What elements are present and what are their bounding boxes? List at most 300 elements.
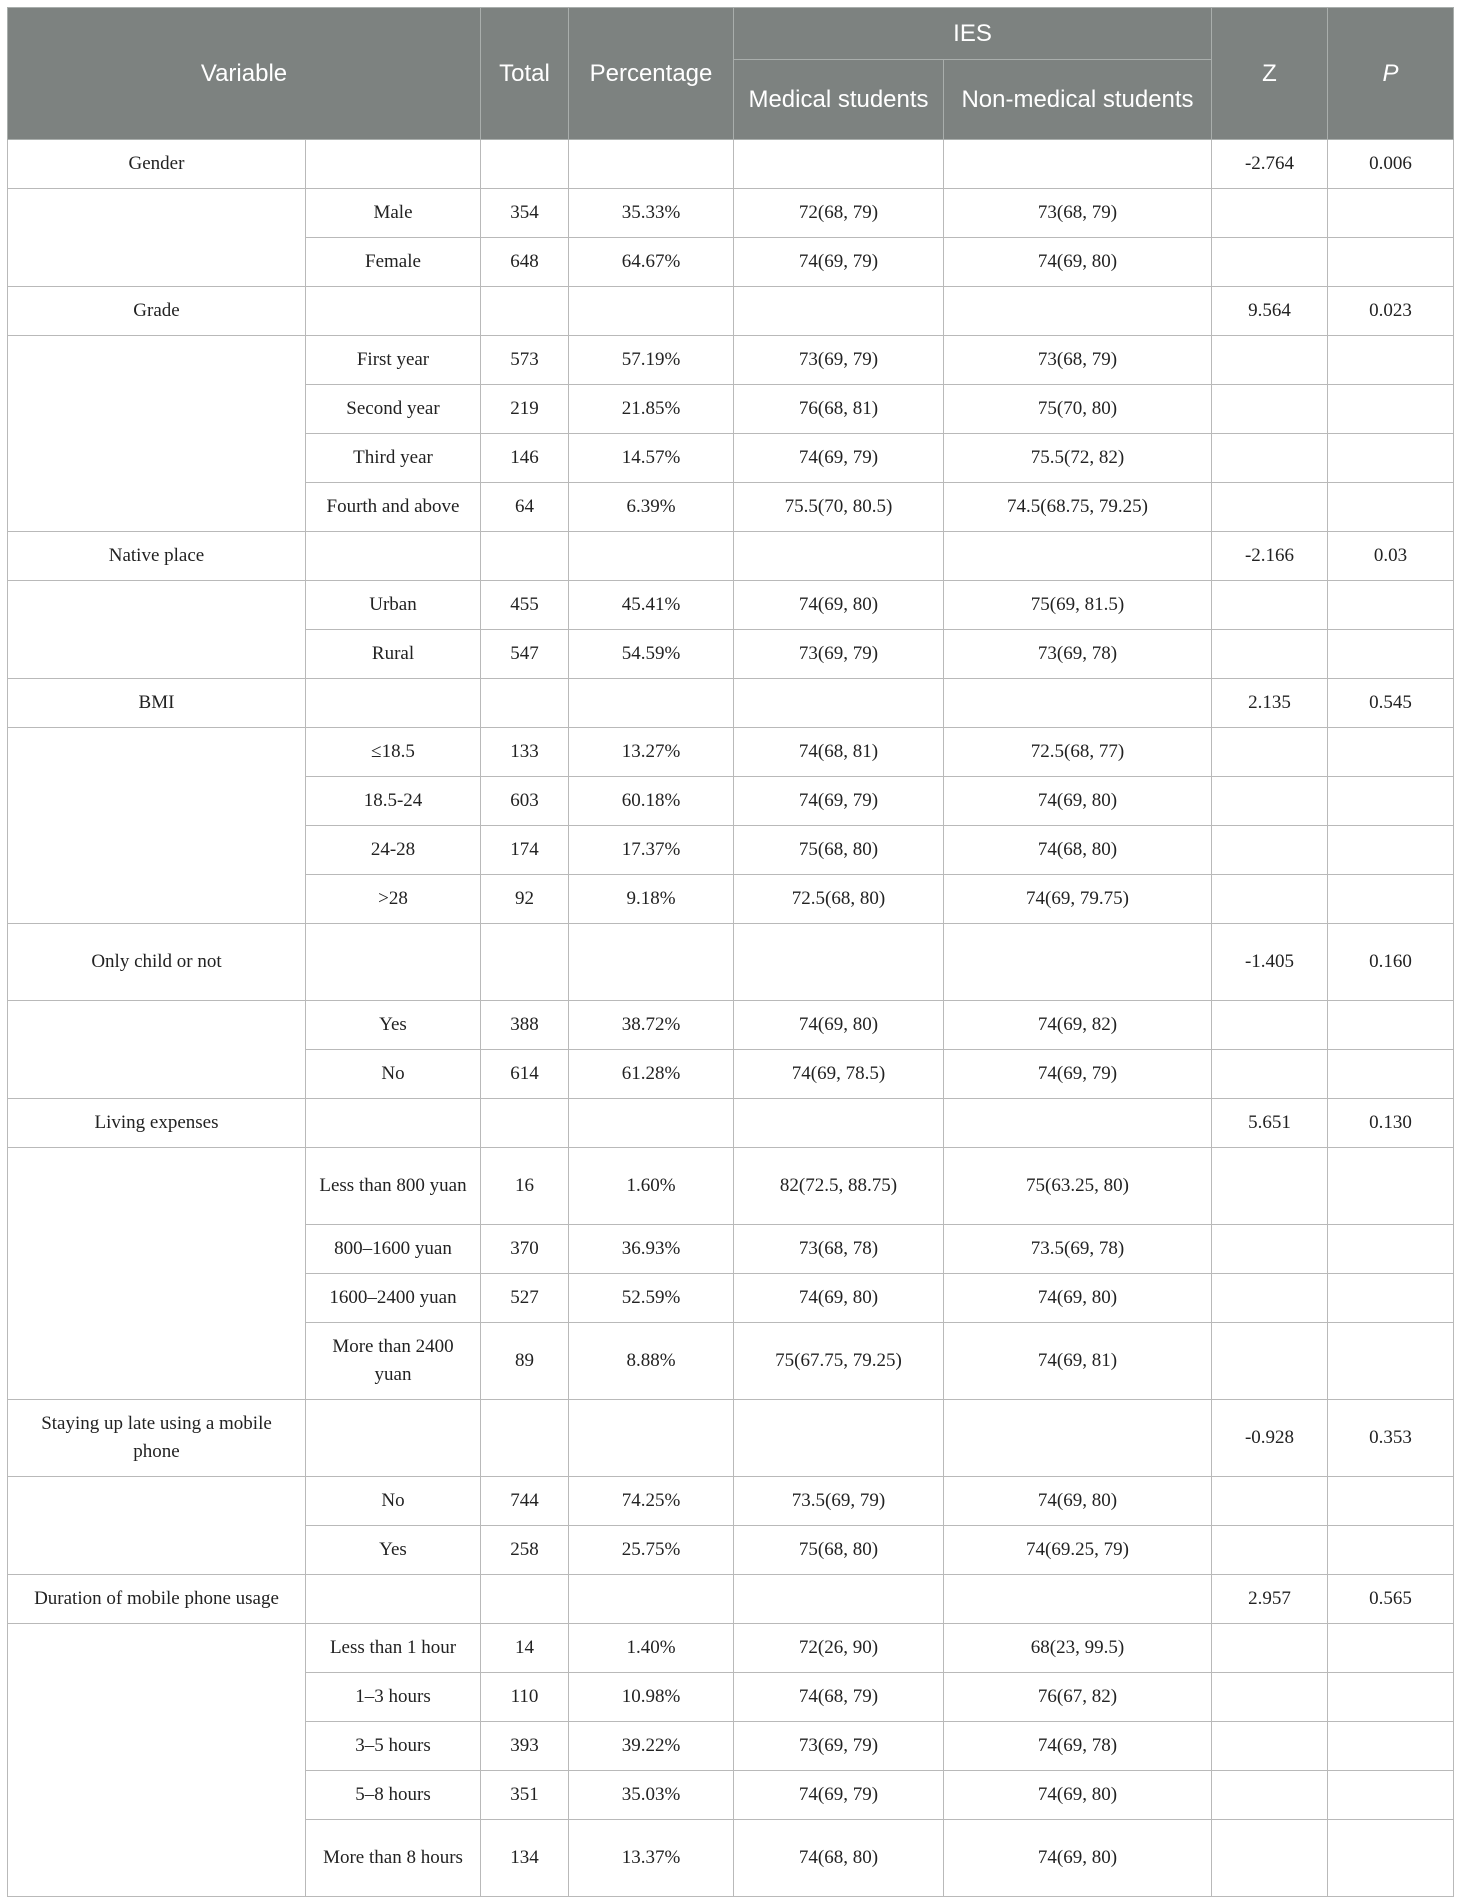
empty-cell xyxy=(1212,483,1328,532)
medical-students-value: 74(68, 79) xyxy=(734,1673,944,1722)
empty-cell xyxy=(1212,728,1328,777)
medical-students-value: 74(68, 81) xyxy=(734,728,944,777)
medical-students-value: 74(69, 78.5) xyxy=(734,1050,944,1099)
empty-cell xyxy=(306,1099,481,1148)
non-medical-students-value: 75(70, 80) xyxy=(944,385,1212,434)
percentage-value: 64.67% xyxy=(569,238,734,287)
z-value: 2.135 xyxy=(1212,679,1328,728)
empty-cell xyxy=(306,1575,481,1624)
empty-cell xyxy=(734,1575,944,1624)
empty-cell xyxy=(8,1771,306,1820)
empty-cell xyxy=(306,287,481,336)
empty-cell xyxy=(1212,1771,1328,1820)
medical-students-value: 73(68, 78) xyxy=(734,1225,944,1274)
table-row xyxy=(8,1771,1454,1820)
empty-cell xyxy=(1212,1722,1328,1771)
table-row xyxy=(8,385,1454,434)
level-label: No xyxy=(306,1050,481,1099)
level-label: Rural xyxy=(306,630,481,679)
empty-cell xyxy=(1212,1274,1328,1323)
empty-cell xyxy=(734,140,944,189)
empty-cell xyxy=(1328,1624,1454,1673)
empty-cell xyxy=(1328,728,1454,777)
empty-cell xyxy=(481,1400,569,1477)
table-row xyxy=(8,826,1454,875)
empty-cell xyxy=(8,1001,306,1050)
table-row xyxy=(8,1050,1454,1099)
empty-cell xyxy=(1212,777,1328,826)
non-medical-students-value: 73(68, 79) xyxy=(944,336,1212,385)
empty-cell xyxy=(569,1099,734,1148)
non-medical-students-value: 73(69, 78) xyxy=(944,630,1212,679)
ies-table xyxy=(7,7,1454,1897)
empty-cell xyxy=(944,1575,1212,1624)
empty-cell xyxy=(734,532,944,581)
table-row xyxy=(8,1624,1454,1673)
level-label: Third year xyxy=(306,434,481,483)
empty-cell xyxy=(1212,875,1328,924)
table-row xyxy=(8,238,1454,287)
table-row xyxy=(8,189,1454,238)
empty-cell xyxy=(1328,1225,1454,1274)
empty-cell xyxy=(569,1575,734,1624)
medical-students-value: 74(69, 80) xyxy=(734,581,944,630)
empty-cell xyxy=(1212,336,1328,385)
empty-cell xyxy=(306,140,481,189)
empty-cell xyxy=(1212,1001,1328,1050)
table-row xyxy=(8,1274,1454,1323)
table-header xyxy=(8,8,1454,140)
table-row xyxy=(8,1673,1454,1722)
table-row xyxy=(8,1001,1454,1050)
header-total: Total xyxy=(481,8,569,140)
empty-cell xyxy=(1212,581,1328,630)
empty-cell xyxy=(944,287,1212,336)
level-label: >28 xyxy=(306,875,481,924)
empty-cell xyxy=(481,924,569,1001)
variable-name: Native place xyxy=(8,532,306,581)
percentage-value: 36.93% xyxy=(569,1225,734,1274)
total-value: 146 xyxy=(481,434,569,483)
non-medical-students-value: 75(63.25, 80) xyxy=(944,1148,1212,1225)
empty-cell xyxy=(1212,1624,1328,1673)
empty-cell xyxy=(8,1722,306,1771)
empty-cell xyxy=(734,1400,944,1477)
table-group-row xyxy=(8,1099,1454,1148)
empty-cell xyxy=(1328,1673,1454,1722)
empty-cell xyxy=(306,532,481,581)
medical-students-value: 74(69, 79) xyxy=(734,238,944,287)
total-value: 603 xyxy=(481,777,569,826)
empty-cell xyxy=(8,1624,306,1673)
empty-cell xyxy=(1212,826,1328,875)
non-medical-students-value: 74(69, 80) xyxy=(944,777,1212,826)
p-value: 0.006 xyxy=(1328,140,1454,189)
total-value: 527 xyxy=(481,1274,569,1323)
total-value: 744 xyxy=(481,1477,569,1526)
p-value: 0.160 xyxy=(1328,924,1454,1001)
non-medical-students-value: 74(68, 80) xyxy=(944,826,1212,875)
empty-cell xyxy=(569,140,734,189)
empty-cell xyxy=(1212,1148,1328,1225)
empty-cell xyxy=(1328,434,1454,483)
percentage-value: 52.59% xyxy=(569,1274,734,1323)
table-row xyxy=(8,581,1454,630)
empty-cell xyxy=(8,385,306,434)
total-value: 174 xyxy=(481,826,569,875)
empty-cell xyxy=(944,1099,1212,1148)
variable-name: Grade xyxy=(8,287,306,336)
empty-cell xyxy=(8,1274,306,1323)
empty-cell xyxy=(8,875,306,924)
non-medical-students-value: 68(23, 99.5) xyxy=(944,1624,1212,1673)
medical-students-value: 72.5(68, 80) xyxy=(734,875,944,924)
empty-cell xyxy=(1328,630,1454,679)
p-value: 0.565 xyxy=(1328,1575,1454,1624)
empty-cell xyxy=(1212,630,1328,679)
table-row xyxy=(8,630,1454,679)
empty-cell xyxy=(481,532,569,581)
medical-students-value: 74(69, 79) xyxy=(734,434,944,483)
level-label: Yes xyxy=(306,1001,481,1050)
empty-cell xyxy=(944,532,1212,581)
variable-name: Staying up late using a mobile phone xyxy=(8,1400,306,1477)
total-value: 258 xyxy=(481,1526,569,1575)
level-label: 3–5 hours xyxy=(306,1722,481,1771)
level-label: Less than 800 yuan xyxy=(306,1148,481,1225)
total-value: 573 xyxy=(481,336,569,385)
table-row xyxy=(8,875,1454,924)
total-value: 219 xyxy=(481,385,569,434)
level-label: 5–8 hours xyxy=(306,1771,481,1820)
table-group-row xyxy=(8,924,1454,1001)
empty-cell xyxy=(1328,1477,1454,1526)
non-medical-students-value: 74(69, 80) xyxy=(944,1274,1212,1323)
table-row xyxy=(8,1225,1454,1274)
table-group-row xyxy=(8,1400,1454,1477)
empty-cell xyxy=(1212,1225,1328,1274)
percentage-value: 14.57% xyxy=(569,434,734,483)
empty-cell xyxy=(8,1050,306,1099)
medical-students-value: 74(69, 80) xyxy=(734,1001,944,1050)
empty-cell xyxy=(569,532,734,581)
non-medical-students-value: 75.5(72, 82) xyxy=(944,434,1212,483)
empty-cell xyxy=(8,1323,306,1400)
table-row xyxy=(8,434,1454,483)
medical-students-value: 74(69, 79) xyxy=(734,777,944,826)
empty-cell xyxy=(8,1526,306,1575)
empty-cell xyxy=(8,1477,306,1526)
total-value: 370 xyxy=(481,1225,569,1274)
table-row xyxy=(8,1722,1454,1771)
empty-cell xyxy=(1328,336,1454,385)
p-value: 0.353 xyxy=(1328,1400,1454,1477)
empty-cell xyxy=(1328,1771,1454,1820)
percentage-value: 38.72% xyxy=(569,1001,734,1050)
empty-cell xyxy=(569,679,734,728)
non-medical-students-value: 74(69, 79) xyxy=(944,1050,1212,1099)
empty-cell xyxy=(569,924,734,1001)
non-medical-students-value: 74.5(68.75, 79.25) xyxy=(944,483,1212,532)
table-body xyxy=(8,140,1454,1897)
empty-cell xyxy=(734,1099,944,1148)
level-label: Yes xyxy=(306,1526,481,1575)
empty-cell xyxy=(1328,581,1454,630)
total-value: 92 xyxy=(481,875,569,924)
medical-students-value: 72(68, 79) xyxy=(734,189,944,238)
non-medical-students-value: 74(69, 79.75) xyxy=(944,875,1212,924)
total-value: 16 xyxy=(481,1148,569,1225)
table-group-row xyxy=(8,287,1454,336)
table-row xyxy=(8,1526,1454,1575)
table-row xyxy=(8,1148,1454,1225)
total-value: 648 xyxy=(481,238,569,287)
medical-students-value: 75(68, 80) xyxy=(734,1526,944,1575)
empty-cell xyxy=(1328,1820,1454,1897)
empty-cell xyxy=(1212,1820,1328,1897)
non-medical-students-value: 76(67, 82) xyxy=(944,1673,1212,1722)
table-row xyxy=(8,336,1454,385)
empty-cell xyxy=(8,581,306,630)
total-value: 133 xyxy=(481,728,569,777)
empty-cell xyxy=(1328,875,1454,924)
variable-name: Gender xyxy=(8,140,306,189)
level-label: Urban xyxy=(306,581,481,630)
empty-cell xyxy=(1212,1526,1328,1575)
header-non-medical-students: Non-medical students xyxy=(944,60,1212,140)
header-percentage: Percentage xyxy=(569,8,734,140)
empty-cell xyxy=(1328,777,1454,826)
table-group-row xyxy=(8,140,1454,189)
table-group-row xyxy=(8,679,1454,728)
empty-cell xyxy=(481,679,569,728)
variable-name: BMI xyxy=(8,679,306,728)
z-value: -2.166 xyxy=(1212,532,1328,581)
medical-students-value: 73(69, 79) xyxy=(734,336,944,385)
empty-cell xyxy=(8,336,306,385)
empty-cell xyxy=(8,238,306,287)
medical-students-value: 76(68, 81) xyxy=(734,385,944,434)
empty-cell xyxy=(734,679,944,728)
level-label: 1–3 hours xyxy=(306,1673,481,1722)
percentage-value: 54.59% xyxy=(569,630,734,679)
empty-cell xyxy=(1328,1274,1454,1323)
medical-students-value: 74(69, 80) xyxy=(734,1274,944,1323)
total-value: 351 xyxy=(481,1771,569,1820)
table-container xyxy=(7,7,1453,1897)
empty-cell xyxy=(8,630,306,679)
table-group-row xyxy=(8,1575,1454,1624)
z-value: -1.405 xyxy=(1212,924,1328,1001)
empty-cell xyxy=(734,924,944,1001)
empty-cell xyxy=(1328,385,1454,434)
total-value: 354 xyxy=(481,189,569,238)
non-medical-students-value: 74(69, 82) xyxy=(944,1001,1212,1050)
variable-name: Living expenses xyxy=(8,1099,306,1148)
medical-students-value: 73.5(69, 79) xyxy=(734,1477,944,1526)
level-label: Female xyxy=(306,238,481,287)
z-value: 5.651 xyxy=(1212,1099,1328,1148)
medical-students-value: 82(72.5, 88.75) xyxy=(734,1148,944,1225)
header-z: Z xyxy=(1212,8,1328,140)
level-label: Second year xyxy=(306,385,481,434)
empty-cell xyxy=(1212,1323,1328,1400)
level-label: More than 2400 yuan xyxy=(306,1323,481,1400)
empty-cell xyxy=(569,1400,734,1477)
non-medical-students-value: 74(69, 78) xyxy=(944,1722,1212,1771)
percentage-value: 35.33% xyxy=(569,189,734,238)
non-medical-students-value: 74(69, 80) xyxy=(944,238,1212,287)
medical-students-value: 75.5(70, 80.5) xyxy=(734,483,944,532)
medical-students-value: 75(68, 80) xyxy=(734,826,944,875)
p-value: 0.130 xyxy=(1328,1099,1454,1148)
empty-cell xyxy=(569,287,734,336)
non-medical-students-value: 74(69, 80) xyxy=(944,1771,1212,1820)
p-value: 0.545 xyxy=(1328,679,1454,728)
percentage-value: 21.85% xyxy=(569,385,734,434)
percentage-value: 61.28% xyxy=(569,1050,734,1099)
empty-cell xyxy=(8,1820,306,1897)
empty-cell xyxy=(8,1673,306,1722)
total-value: 64 xyxy=(481,483,569,532)
empty-cell xyxy=(1328,1323,1454,1400)
percentage-value: 74.25% xyxy=(569,1477,734,1526)
percentage-value: 60.18% xyxy=(569,777,734,826)
empty-cell xyxy=(1328,238,1454,287)
variable-name: Duration of mobile phone usage xyxy=(8,1575,306,1624)
empty-cell xyxy=(8,434,306,483)
empty-cell xyxy=(1328,483,1454,532)
non-medical-students-value: 73(68, 79) xyxy=(944,189,1212,238)
empty-cell xyxy=(306,924,481,1001)
p-value: 0.03 xyxy=(1328,532,1454,581)
empty-cell xyxy=(1328,1148,1454,1225)
empty-cell xyxy=(944,679,1212,728)
level-label: Fourth and above xyxy=(306,483,481,532)
non-medical-students-value: 74(69, 81) xyxy=(944,1323,1212,1400)
empty-cell xyxy=(1328,1526,1454,1575)
empty-cell xyxy=(1328,1001,1454,1050)
total-value: 134 xyxy=(481,1820,569,1897)
z-value: -0.928 xyxy=(1212,1400,1328,1477)
table-row xyxy=(8,1323,1454,1400)
non-medical-students-value: 75(69, 81.5) xyxy=(944,581,1212,630)
empty-cell xyxy=(481,140,569,189)
empty-cell xyxy=(481,1575,569,1624)
medical-students-value: 74(69, 79) xyxy=(734,1771,944,1820)
medical-students-value: 75(67.75, 79.25) xyxy=(734,1323,944,1400)
empty-cell xyxy=(1212,238,1328,287)
percentage-value: 1.40% xyxy=(569,1624,734,1673)
percentage-value: 39.22% xyxy=(569,1722,734,1771)
p-value: 0.023 xyxy=(1328,287,1454,336)
table-row xyxy=(8,1477,1454,1526)
empty-cell xyxy=(481,287,569,336)
total-value: 388 xyxy=(481,1001,569,1050)
total-value: 393 xyxy=(481,1722,569,1771)
percentage-value: 1.60% xyxy=(569,1148,734,1225)
empty-cell xyxy=(1212,189,1328,238)
non-medical-students-value: 74(69, 80) xyxy=(944,1477,1212,1526)
empty-cell xyxy=(8,728,306,777)
z-value: -2.764 xyxy=(1212,140,1328,189)
level-label: Less than 1 hour xyxy=(306,1624,481,1673)
total-value: 547 xyxy=(481,630,569,679)
header-ies: IES xyxy=(734,8,1212,60)
empty-cell xyxy=(1328,189,1454,238)
z-value: 9.564 xyxy=(1212,287,1328,336)
empty-cell xyxy=(944,924,1212,1001)
percentage-value: 13.37% xyxy=(569,1820,734,1897)
empty-cell xyxy=(306,679,481,728)
percentage-value: 25.75% xyxy=(569,1526,734,1575)
level-label: 18.5-24 xyxy=(306,777,481,826)
total-value: 14 xyxy=(481,1624,569,1673)
non-medical-students-value: 74(69, 80) xyxy=(944,1820,1212,1897)
level-label: ≤18.5 xyxy=(306,728,481,777)
total-value: 455 xyxy=(481,581,569,630)
table-group-row xyxy=(8,532,1454,581)
header-variable: Variable xyxy=(8,8,481,140)
percentage-value: 13.27% xyxy=(569,728,734,777)
empty-cell xyxy=(8,483,306,532)
empty-cell xyxy=(8,1225,306,1274)
percentage-value: 17.37% xyxy=(569,826,734,875)
empty-cell xyxy=(1328,1722,1454,1771)
percentage-value: 6.39% xyxy=(569,483,734,532)
level-label: Male xyxy=(306,189,481,238)
empty-cell xyxy=(8,826,306,875)
level-label: No xyxy=(306,1477,481,1526)
z-value: 2.957 xyxy=(1212,1575,1328,1624)
empty-cell xyxy=(8,189,306,238)
empty-cell xyxy=(944,140,1212,189)
percentage-value: 57.19% xyxy=(569,336,734,385)
empty-cell xyxy=(944,1400,1212,1477)
empty-cell xyxy=(8,777,306,826)
table-row xyxy=(8,1820,1454,1897)
total-value: 614 xyxy=(481,1050,569,1099)
empty-cell xyxy=(1212,1050,1328,1099)
level-label: 800–1600 yuan xyxy=(306,1225,481,1274)
non-medical-students-value: 72.5(68, 77) xyxy=(944,728,1212,777)
empty-cell xyxy=(1212,1673,1328,1722)
table-row xyxy=(8,483,1454,532)
medical-students-value: 73(69, 79) xyxy=(734,1722,944,1771)
level-label: 1600–2400 yuan xyxy=(306,1274,481,1323)
empty-cell xyxy=(1212,1477,1328,1526)
level-label: First year xyxy=(306,336,481,385)
percentage-value: 8.88% xyxy=(569,1323,734,1400)
empty-cell xyxy=(1212,434,1328,483)
empty-cell xyxy=(1212,385,1328,434)
table-row xyxy=(8,777,1454,826)
level-label: 24-28 xyxy=(306,826,481,875)
medical-students-value: 73(69, 79) xyxy=(734,630,944,679)
variable-name: Only child or not xyxy=(8,924,306,1001)
empty-cell xyxy=(306,1400,481,1477)
non-medical-students-value: 74(69.25, 79) xyxy=(944,1526,1212,1575)
non-medical-students-value: 73.5(69, 78) xyxy=(944,1225,1212,1274)
percentage-value: 45.41% xyxy=(569,581,734,630)
empty-cell xyxy=(1328,1050,1454,1099)
empty-cell xyxy=(1328,826,1454,875)
header-medical-students: Medical students xyxy=(734,60,944,140)
empty-cell xyxy=(734,287,944,336)
table-row xyxy=(8,728,1454,777)
empty-cell xyxy=(8,1148,306,1225)
empty-cell xyxy=(481,1099,569,1148)
